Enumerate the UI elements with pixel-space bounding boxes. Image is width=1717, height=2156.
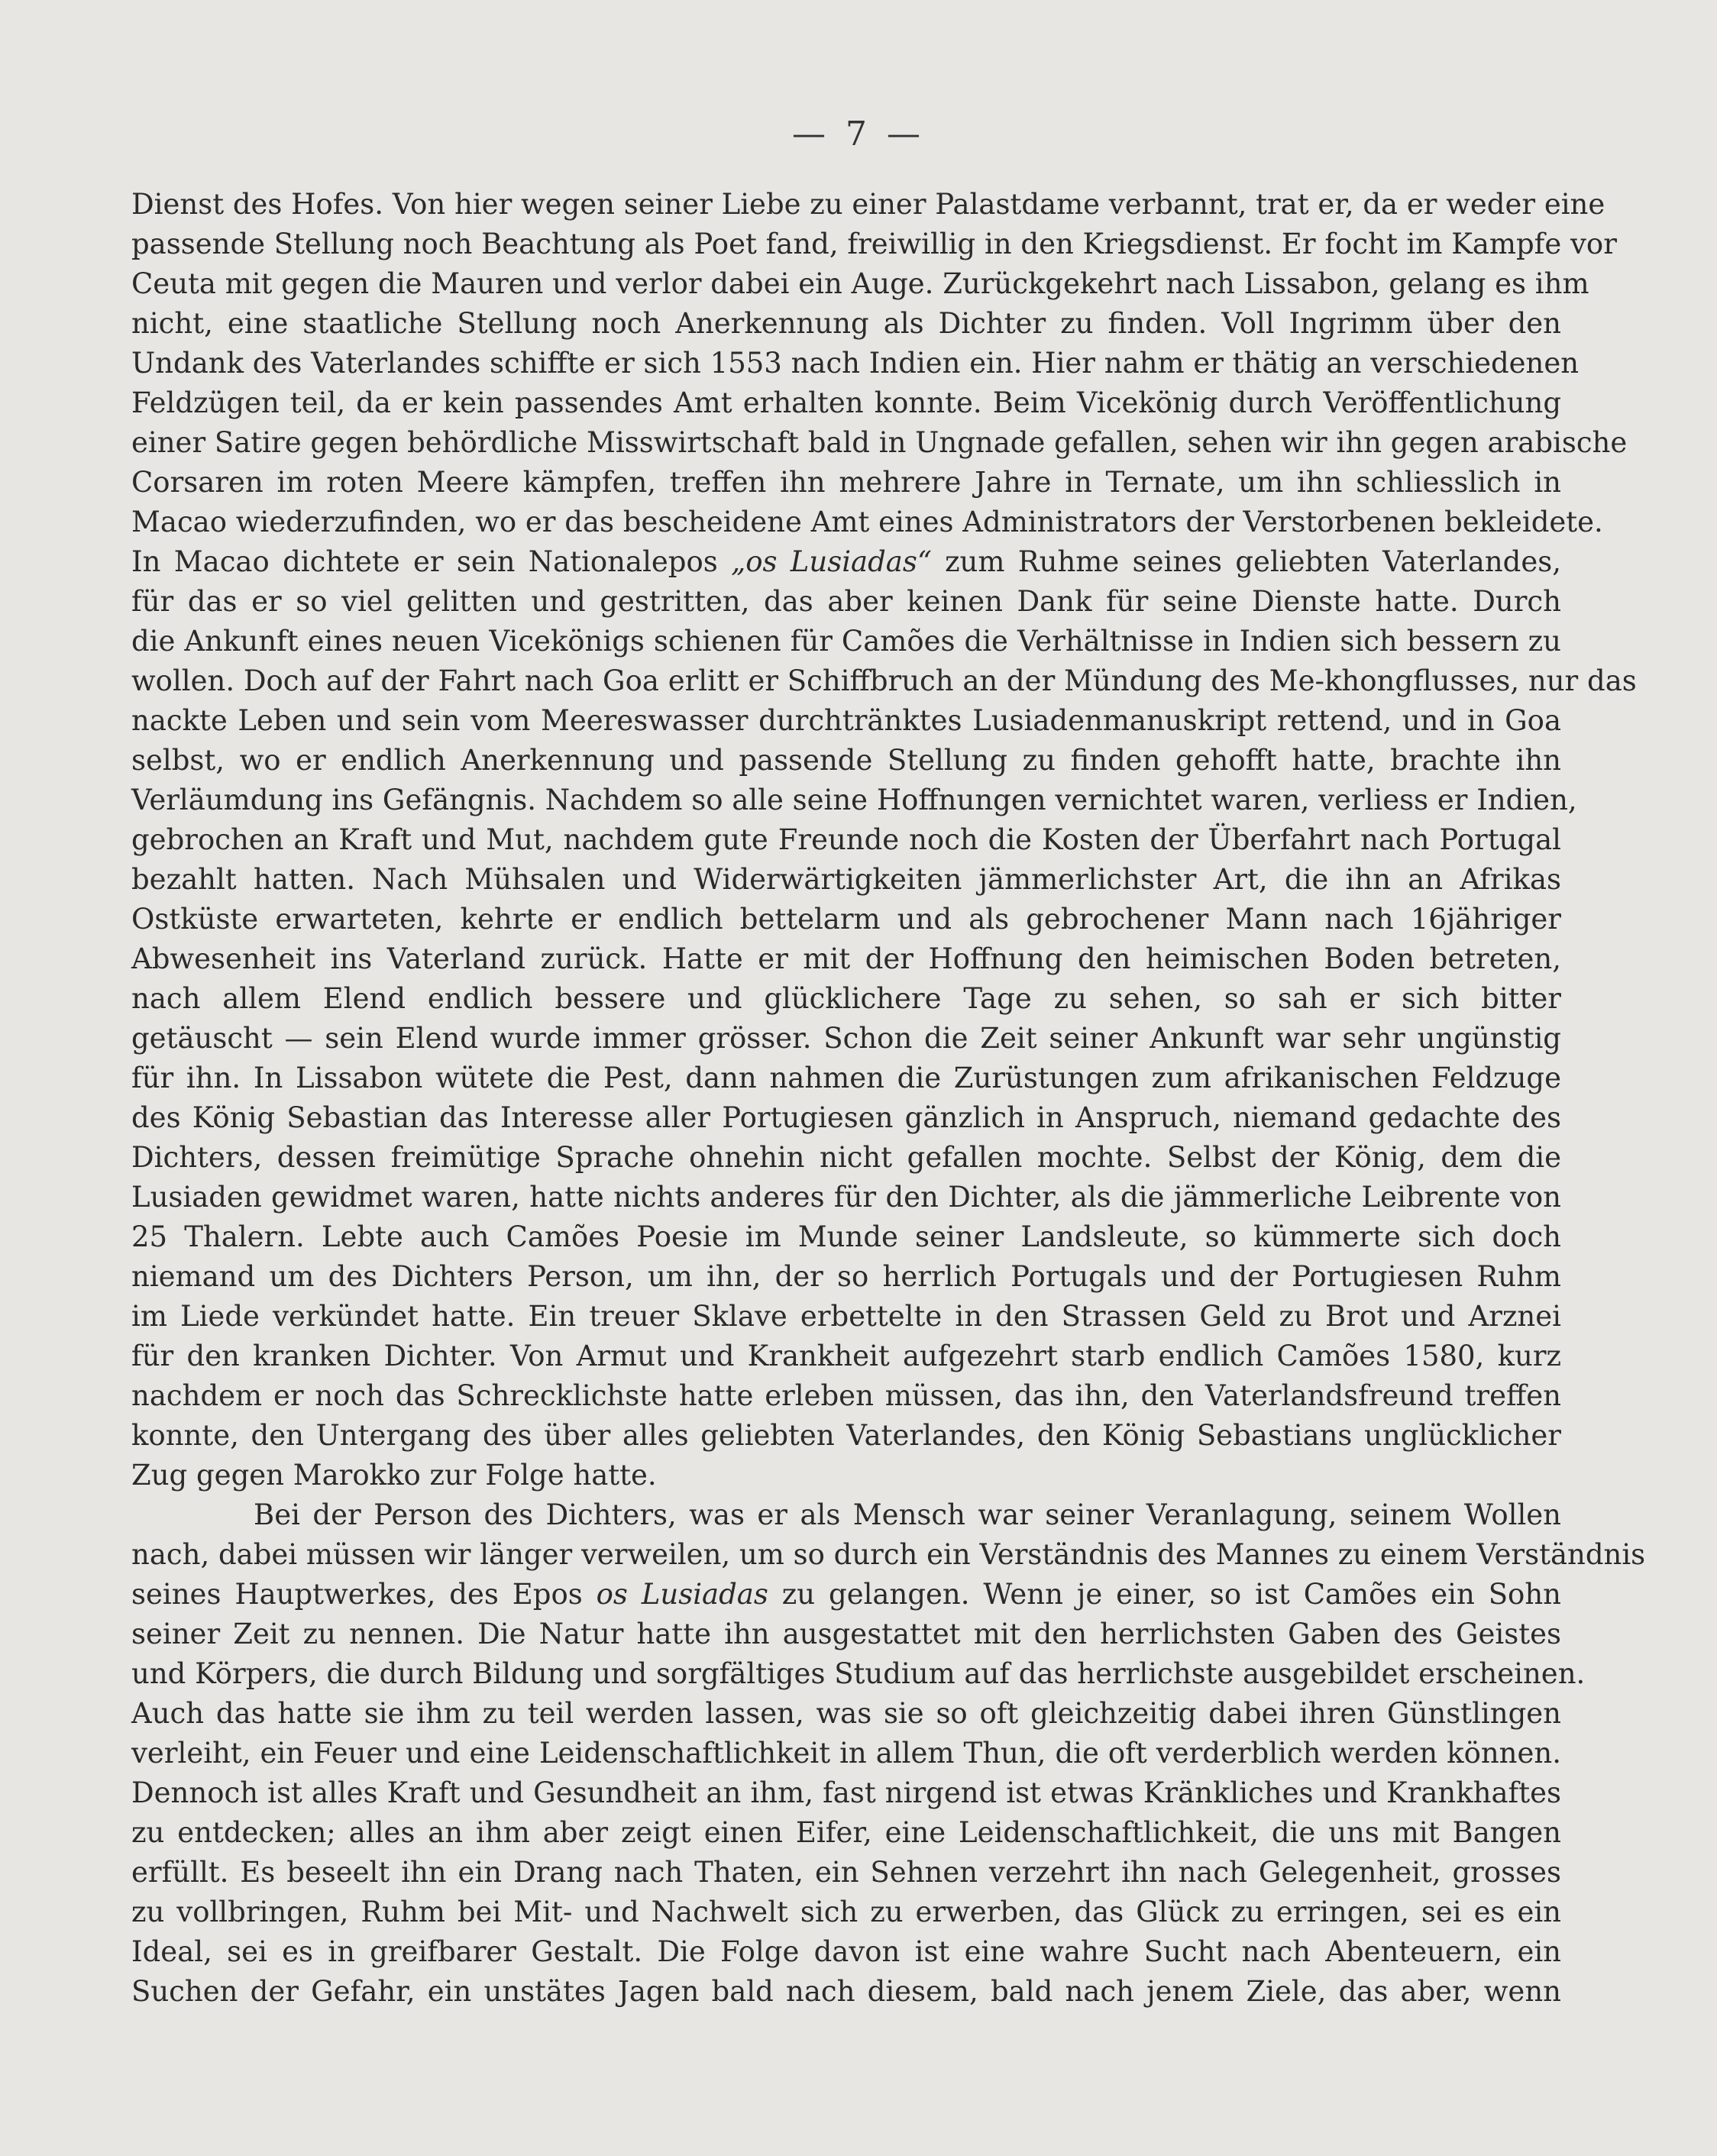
text-line: selbst, wo er endlich Anerkennung und passende Stellung zu finden gehofft hatte, brachte ihn bbox=[131, 744, 1561, 777]
text-line: seines Hauptwerkes, des Epos os Lusiadas zu gelangen. Wenn je einer, so ist Camões ein Sohn bbox=[131, 1578, 1561, 1611]
text-line: passende Stellung noch Beachtung als Poet fand, freiwillig in den Kriegsdienst. Er focht im Kampfe vor bbox=[131, 228, 1617, 260]
text-line: des König Sebastian das Interesse aller Portugiesen gänzlich in Anspruch, niemand gedachte des bbox=[131, 1101, 1561, 1134]
text-line: zu entdecken; alles an ihm aber zeigt einen Eifer, eine Leidenschaftlichkeit, die uns mit Bangen bbox=[131, 1816, 1561, 1849]
text-line: für den kranken Dichter. Von Armut und Krankheit aufgezehrt starb endlich Camões 1580, kurz bbox=[131, 1340, 1561, 1372]
text-line: nachdem er noch das Schrecklichste hatte erleben müssen, das ihn, den Vaterlandsfreund treffen bbox=[131, 1379, 1561, 1412]
text-line: Ostküste erwarteten, kehrte er endlich bettelarm und als gebrochener Mann nach 16jähriger bbox=[131, 903, 1561, 936]
text-line: Macao wiederzufinden, wo er das bescheidene Amt eines Administrators der Verstorbenen bekleidete. bbox=[131, 506, 1603, 538]
text-line: und Körpers, die durch Bildung und sorgfältiges Studium auf das herrlichste ausgebildet erscheinen. bbox=[131, 1657, 1586, 1690]
text-line: für das er so viel gelitten und gestritten, das aber keinen Dank für seine Dienste hatte. Durch bbox=[131, 585, 1561, 618]
text-line: nach, dabei müssen wir länger verweilen, um so durch ein Verständnis des Mannes zu einem Verständnis bbox=[131, 1538, 1646, 1571]
text-line: Auch das hatte sie ihm zu teil werden lassen, was sie so oft gleichzeitig dabei ihren Günstlingen bbox=[131, 1697, 1561, 1730]
text-line: erfüllt. Es beseelt ihn ein Drang nach Thaten, ein Sehnen verzehrt ihn nach Gelegenheit, grosses bbox=[131, 1856, 1561, 1889]
text-line: nicht, eine staatliche Stellung noch Anerkennung als Dichter zu finden. Voll Ingrimm über den bbox=[131, 307, 1561, 340]
text-line: zu vollbringen, Ruhm bei Mit- und Nachwelt sich zu erwerben, das Glück zu erringen, sei es ein bbox=[131, 1896, 1561, 1928]
page-number: — 7 — bbox=[792, 115, 925, 154]
text-line: Verläumdung ins Gefängnis. Nachdem so alle seine Hoffnungen vernichtet waren, verliess er Indien, bbox=[131, 784, 1577, 816]
text-line: Ceuta mit gegen die Mauren und verlor dabei ein Auge. Zurückgekehrt nach Lissabon, gelang es ihm bbox=[131, 267, 1589, 300]
text-line: wollen. Doch auf der Fahrt nach Goa erlitt er Schiffbruch an der Mündung des Me-khongflusses, nur das bbox=[131, 664, 1637, 697]
text-line: die Ankunft eines neuen Vicekönigs schienen für Camões die Verhältnisse in Indien sich bessern zu bbox=[131, 625, 1561, 658]
italic-title: os Lusiadas bbox=[596, 1578, 768, 1611]
text-line: Dienst des Hofes. Von hier wegen seiner Liebe zu einer Palastdame verbannt, trat er, da er weder eine bbox=[131, 188, 1605, 221]
body-text bbox=[131, 185, 1646, 2012]
text-line: bezahlt hatten. Nach Mühsalen und Widerwärtigkeiten jämmerlichster Art, die ihn an Afrikas bbox=[131, 863, 1561, 896]
text-line: konnte, den Untergang des über alles geliebten Vaterlandes, den König Sebastians unglücklicher bbox=[131, 1419, 1561, 1452]
text-line: Abwesenheit ins Vaterland zurück. Hatte er mit der Hoffnung den heimischen Boden betreten, bbox=[131, 942, 1561, 975]
text-line: Zug gegen Marokko zur Folge hatte. bbox=[131, 1459, 657, 1492]
text-line: Undank des Vaterlandes schiffte er sich 1553 nach Indien ein. Hier nahm er thätig an verschiedenen bbox=[131, 347, 1580, 380]
text-line: 25 Thalern. Lebte auch Camões Poesie im Munde seiner Landsleute, so kümmerte sich doch bbox=[131, 1220, 1561, 1253]
text-line: Lusiaden gewidmet waren, hatte nichts anderes für den Dichter, als die jämmerliche Leibrente von bbox=[131, 1181, 1561, 1214]
text-line: Feldzügen teil, da er kein passendes Amt erhalten konnte. Beim Vicekönig durch Veröffentlichung bbox=[131, 386, 1561, 419]
text-line: Ideal, sei es in greifbarer Gestalt. Die Folge davon ist eine wahre Sucht nach Abenteuern, ein bbox=[131, 1935, 1561, 1968]
text-line: In Macao dichtete er sein Nationalepos „os Lusiadas“ zum Ruhme seines geliebten Vaterlandes, bbox=[131, 545, 1561, 578]
text-line: Suchen der Gefahr, ein unstätes Jagen bald nach diesem, bald nach jenem Ziele, das aber, wenn bbox=[131, 1975, 1561, 2008]
italic-title: „os Lusiadas“ bbox=[731, 545, 932, 578]
text-line: für ihn. In Lissabon wütete die Pest, dann nahmen die Zurüstungen zum afrikanischen Feldzuge bbox=[131, 1062, 1561, 1094]
text-line: getäuscht — sein Elend wurde immer grösser. Schon die Zeit seiner Ankunft war sehr ungünstig bbox=[131, 1022, 1561, 1055]
text-line: einer Satire gegen behördliche Misswirtschaft bald in Ungnade gefallen, sehen wir ihn gegen arabische bbox=[131, 426, 1628, 459]
text-line: Dennoch ist alles Kraft und Gesundheit an ihm, fast nirgend ist etwas Kränkliches und Krankhaftes bbox=[131, 1776, 1561, 1809]
text-line: Corsaren im roten Meere kämpfen, treffen ihn mehrere Jahre in Ternate, um ihn schliesslich in bbox=[131, 466, 1561, 499]
text-line: nach allem Elend endlich bessere und glücklichere Tage zu sehen, so sah er sich bitter bbox=[131, 982, 1561, 1015]
text-line: niemand um des Dichters Person, um ihn, der so herrlich Portugals und der Portugiesen Ruhm bbox=[131, 1260, 1561, 1293]
text-line: im Liede verkündet hatte. Ein treuer Sklave erbettelte in den Strassen Geld zu Brot und Arznei bbox=[131, 1300, 1561, 1333]
text-line: seiner Zeit zu nennen. Die Natur hatte ihn ausgestattet mit den herrlichsten Gaben des Geistes bbox=[131, 1618, 1561, 1650]
text-line: Dichters, dessen freimütige Sprache ohnehin nicht gefallen mochte. Selbst der König, dem die bbox=[131, 1141, 1561, 1174]
text-line: Bei der Person des Dichters, was er als Mensch war seiner Veranlagung, seinem Wollen bbox=[254, 1498, 1561, 1531]
text-line: gebrochen an Kraft und Mut, nachdem gute Freunde noch die Kosten der Überfahrt nach Portugal bbox=[131, 823, 1561, 856]
text-line: verleiht, ein Feuer und eine Leidenschaftlichkeit in allem Thun, die oft verderblich werden können. bbox=[131, 1737, 1561, 1770]
text-line: nackte Leben und sein vom Meereswasser durchtränktes Lusiadenmanuskript rettend, und in Goa bbox=[131, 704, 1561, 737]
